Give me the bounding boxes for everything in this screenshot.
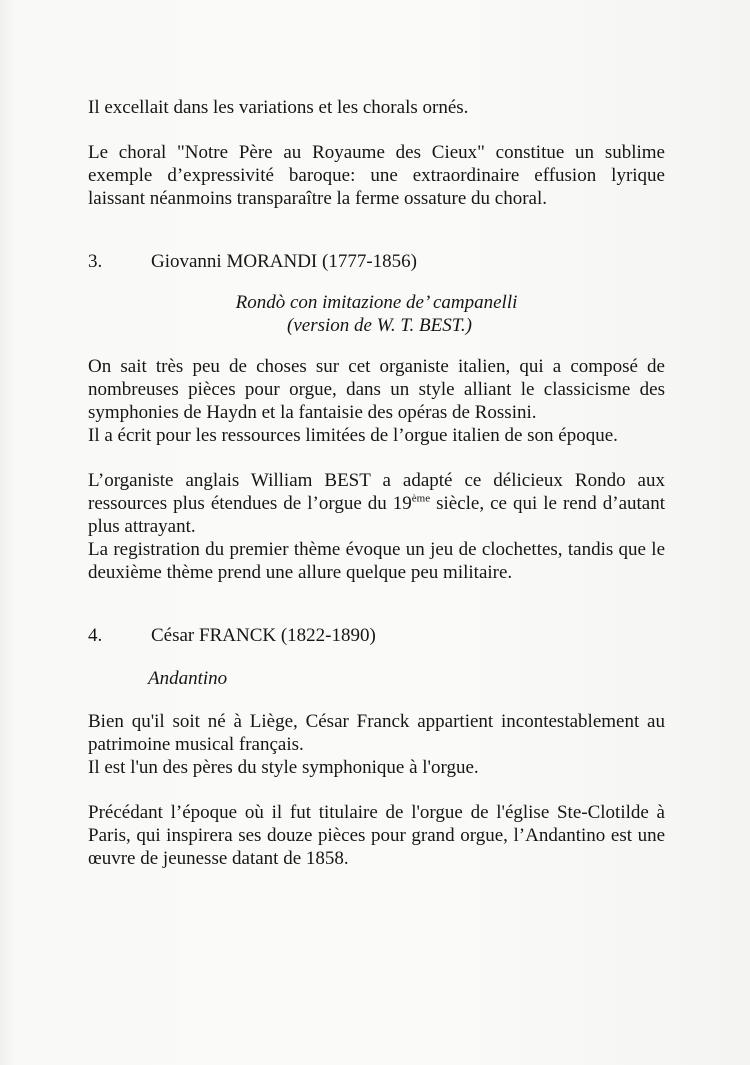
section-3-paragraph-3: [88, 469, 665, 538]
section-4-number: 4.: [88, 625, 103, 646]
section-3-heading: [88, 250, 665, 273]
section-3-title-line1: Rondò con imitazione de’ campanelli: [235, 292, 518, 313]
section-3-piece-title: [88, 291, 665, 337]
section-4-piece-title: Andantino: [148, 668, 228, 689]
section-3-p3-after: siècle, ce qui le rend d’autant plus attrayant.: [88, 493, 665, 537]
section-3-p3-superscript: ème: [411, 492, 431, 505]
section-3-composer: Giovanni MORANDI (1777-1856): [151, 251, 417, 272]
section-4-paragraph-2: Il est l'un des pères du style symphonique à l'orgue.: [88, 757, 479, 778]
section-3-number: 3.: [88, 251, 103, 272]
section-3-paragraph-2: Il a écrit pour les ressources limitées de l’orgue italien de son époque.: [88, 425, 618, 446]
section-3-title-line2: (version de W. T. BEST.): [287, 315, 472, 336]
section-4-heading: [88, 624, 665, 647]
choral-paragraph: Le choral "Notre Père au Royaume des Cieux" constitue un sublime exemple d’expressivité baroque: une extraordinaire effusion lyrique laissant néanmoins transparaître la ferme ossature du choral.: [88, 142, 665, 209]
section-4-composer: César FRANCK (1822-1890): [151, 625, 376, 646]
intro-line: Il excellait dans les variations et les chorals ornés.: [88, 97, 469, 118]
section-3-p3-before: L’organiste anglais William BEST a adapté ce délicieux Rondo aux ressources plus étendues de l’orgue du 19: [88, 470, 665, 514]
section-3-paragraph-1: On sait très peu de choses sur cet organiste italien, qui a composé de nombreuses pièces pour orgue, dans un style alliant le classicisme des symphonies de Haydn et la fantaisie des opéras de Rossini.: [88, 356, 665, 423]
document-body: [88, 96, 665, 870]
section-4-paragraph-3: Précédant l’époque où il fut titulaire de l'orgue de l'église Ste-Clotilde à Paris, qui inspirera ses douze pièces pour grand orgue, l’Andantino est une œuvre de jeunesse datant de 1858.: [88, 802, 665, 869]
section-3-paragraph-4: La registration du premier thème évoque un jeu de clochettes, tandis que le deuxième thème prend une allure quelque peu militaire.: [88, 539, 665, 583]
section-4-paragraph-1: Bien qu'il soit né à Liège, César Franck appartient incontestablement au patrimoine musical français.: [88, 711, 665, 755]
